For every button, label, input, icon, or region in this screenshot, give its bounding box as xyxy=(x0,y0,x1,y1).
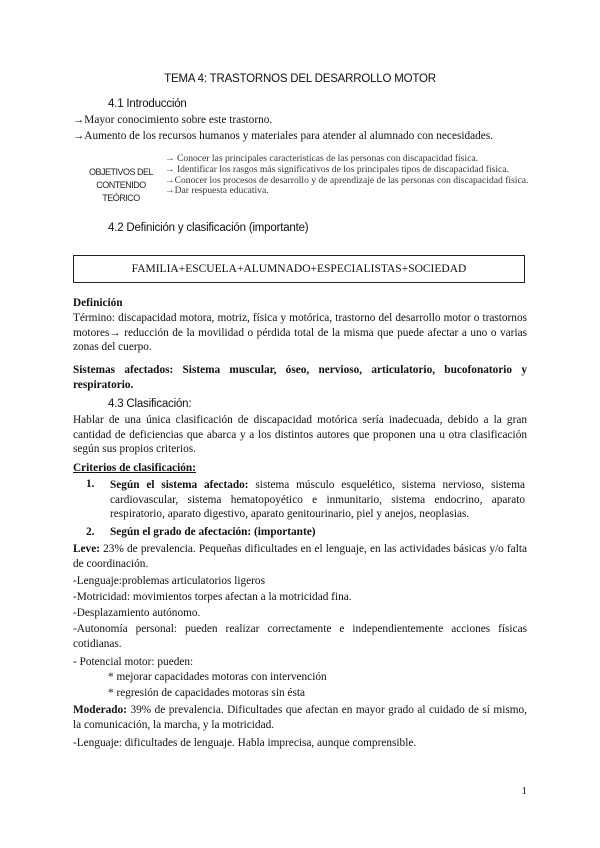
objective-item: →Conocer los procesos de desarrollo y de aprendizaje de las personas con discapacidad física. xyxy=(165,174,529,186)
criterion-label: Según el grado de afectación: (importante) xyxy=(110,526,316,538)
leve-label: Leve: xyxy=(73,543,100,555)
leve-line: -Desplazamiento autónomo. xyxy=(73,607,201,619)
leve-subitem: * regresión de capacidades motoras sin ésta xyxy=(108,687,305,699)
objectives-label: OBJETIVOS DEL CONTENIDO TEÓRICO xyxy=(88,167,154,203)
criterion-text: sistema músculo esquelético, sistema nervioso, sistema cardiovascular, sistema hematopoyético e inmunitario, sistema endocrino, aparato respiratorio, aparato digestivo, aparato genitourinario, piel y anejos, neoplasias. xyxy=(110,479,525,521)
page-number: 1 xyxy=(521,785,527,797)
intro-bullet-1: →Mayor conocimiento sobre este trastorno. xyxy=(73,114,273,126)
criterion-item xyxy=(110,526,525,538)
definition-title: Definición xyxy=(73,297,123,309)
leve-subitem: * mejorar capacidades motoras con intervención xyxy=(108,671,327,683)
intro-bullet-2: →Aumento de los recursos humanos y materiales para atender al alumnado con necesidades. xyxy=(73,130,494,142)
stakeholders-box: FAMILIA+ESCUELA+ALUMNADO+ESPECIALISTAS+SOCIEDAD xyxy=(73,255,525,283)
classification-intro: Hablar de una única clasificación de discapacidad motórica sería inadecuada, debido a la gran cantidad de deficiencias que abarca y a los distintos autores que proponen una u otra clasificación según sus propios criterios. xyxy=(73,414,527,456)
objectives-list xyxy=(165,154,585,197)
leve-line: -Motricidad: movimientos torpes afectan a la motricidad fina. xyxy=(73,591,352,603)
moderado-paragraph xyxy=(73,703,527,732)
moderado-label: Moderado: xyxy=(73,704,127,716)
page-title: TEMA 4: TRASTORNOS DEL DESARROLLO MOTOR xyxy=(164,73,436,85)
objective-item: →Dar respuesta educativa. xyxy=(165,185,269,197)
criterion-number: 1. xyxy=(86,478,95,490)
definition-heading: 4.2 Definición y clasificación (importante) xyxy=(108,222,309,234)
moderado-text: 39% de prevalencia. Dificultades que afectan en mayor grado al cuidado de sí mismo, la comunicación, la marcha, y la motricidad. xyxy=(73,704,527,731)
leve-text: 23% de prevalencia. Pequeñas dificultades en el lenguaje, en las actividades básicas y/o falta de coordinación. xyxy=(73,543,527,570)
objective-item: → Conocer las principales características de las personas con discapacidad física. xyxy=(165,153,479,164)
moderado-line: -Lenguaje: dificultades de lenguaje. Habla imprecisa, aunque comprensible. xyxy=(73,737,417,749)
intro-heading: 4.1 Introducción xyxy=(108,98,187,110)
affected-systems: Sistemas afectados: Sistema muscular, óseo, nervioso, articulatorio, bucofonatorio y respiratorio. xyxy=(73,364,527,391)
objective-item: → Identificar los rasgos más significativos de los principales tipos de discapacidad física. xyxy=(165,163,509,175)
definition-text: Término: discapacidad motora, motriz, física y motórica, trastorno del desarrollo motor o trastornos motores→ reducción de la movilidad o pérdida total de la misma que puede afectar a uno o varias zonas del cuerpo. xyxy=(73,312,527,354)
leve-line: - Potencial motor: pueden: xyxy=(73,656,194,668)
classification-heading: 4.3 Clasificación: xyxy=(108,398,192,410)
criteria-title: Criterios de clasificación: xyxy=(73,462,196,474)
criterion-number: 2. xyxy=(86,526,95,538)
leve-line: -Lenguaje:problemas articulatorios ligeros xyxy=(73,575,265,587)
leve-paragraph xyxy=(73,542,527,571)
criterion-label: Según el sistema afectado: xyxy=(110,479,249,491)
criterion-item xyxy=(110,478,525,522)
leve-line: -Autonomía personal: pueden realizar correctamente e independientemente acciones físicas cotidianas. xyxy=(73,623,527,650)
